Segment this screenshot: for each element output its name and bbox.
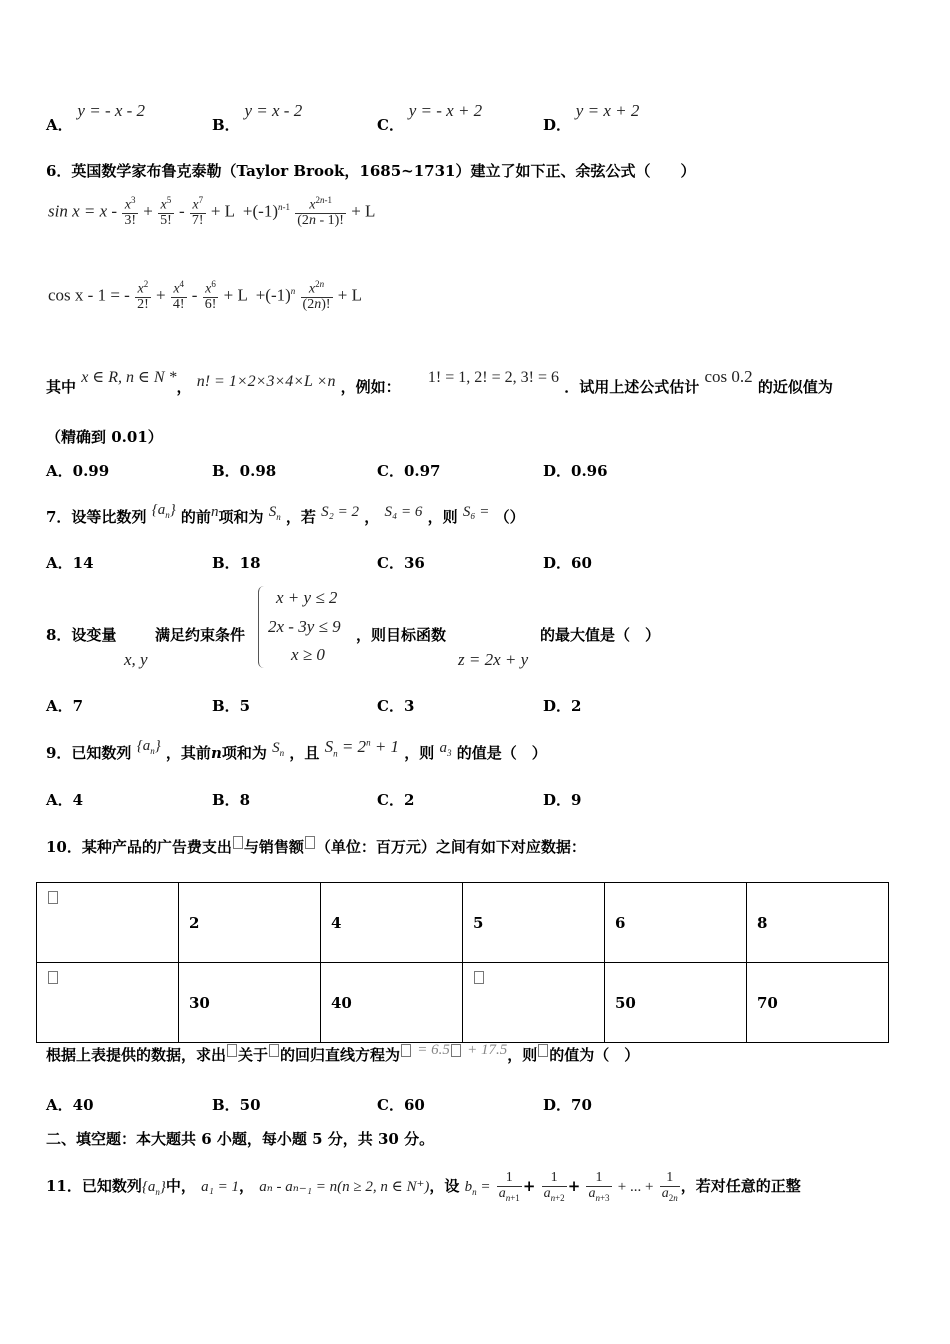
q11-stem: 11．已知数列$\{a_n\}$中， a₁ = 1， aₙ - aₙ₋₁ = n(n ≥ 2, n ∈ N⁺)，设 $b_n$ = $\frac{1}{a_{n+1}}$ + $\frac{1}{a_{n+2}}$ + $\frac{1}{a_{n+3}}$ + ... + $\frac{1}{a_{2n}}$ ，若对任意的正整 [46,1170,801,1203]
missing-glyph-icon [305,836,315,849]
q9-option-b: B．8 [212,791,251,809]
q6-option-a: A．0.99 [46,462,110,480]
q9-option-c: C．2 [377,791,415,809]
q6-cos-formula: cos x - 1 = - $\frac{x^2}{2!}$ + $\frac{x^4}{4!}$ - $\frac{x^6}{6!}$ + $L +(-1)^n$ $\frac{x^{2n}}{(2n)!}$ + L [48,279,363,313]
q9-option-d: D．9 [543,791,582,809]
q9-option-a: A．4 [46,791,84,809]
q10-option-d: D．70 [543,1096,592,1114]
q7-option-d: D．60 [543,554,592,572]
q5-option-a: A． y = - x - 2 [46,101,146,134]
table-cell: 50 [605,963,747,1043]
q10-stem: 10．某种产品的广告费支出 与销售额 （单位：百万元）之间有如下对应数据： [46,838,586,856]
table-cell: 8 [747,883,889,963]
table-row [37,963,889,1043]
q8-text-1: 8．设变量 [46,626,117,644]
q8-option-a: A．7 [46,697,84,715]
missing-glyph-icon [451,1044,461,1057]
q5-option-d: D． y = x + 2 [543,101,640,134]
missing-glyph-icon [538,1044,548,1057]
missing-glyph-icon [48,971,58,984]
missing-glyph-icon [233,836,243,849]
missing-glyph-icon [401,1044,411,1057]
q8-text-3: ，则目标函数 [356,626,447,644]
q10-data-table [36,882,889,1043]
q8-constraint-3: x ≥ 0 [291,645,325,664]
q8-brace [258,586,267,668]
q5-option-c: C． y = - x + 2 [377,101,483,134]
q9-stem: 9．已知数列 $\{a_n\}$ ，其前n项和为 $S_n$ ，且 $S_n = 2^n + 1$ ，则 $a_3$ 的值是（ ） [46,737,547,762]
q5-option-b-formula: y = x - 2 [244,101,303,120]
table-cell: 4 [321,883,463,963]
q8-vars: x, y [124,650,148,669]
table-cell: 5 [463,883,605,963]
q8-constraint-2: 2x - 3y ≤ 9 [268,617,341,636]
q5-option-c-formula: y = - x + 2 [408,101,483,120]
q6-option-c: C．0.97 [377,462,441,480]
q6-option-b: B．0.98 [212,462,277,480]
q6-condition-line: 其中 x ∈ R, n ∈ N *， n! = 1×2×3×4×L ×n ，例如： 1! = 1, 2! = 2, 3! = 6 ．试用上述公式估计 cos 0.2 的近似值为 [46,367,833,396]
missing-glyph-icon [269,1044,279,1057]
q8-option-d: D．2 [543,697,582,715]
q7-stem: 7．设等比数列 $\{a_n\}$ 的前n项和为 $S_n$ ，若 S₂ = 2 ， S₄ = 6 ，则 S₆ = （） [46,502,525,526]
table-header-x [37,883,179,963]
q10-option-b: B．50 [212,1096,261,1114]
table-cell: 6 [605,883,747,963]
q5-option-d-formula: y = x + 2 [575,101,640,120]
q10-regression-line: 根据上表提供的数据，求出 关于 的回归直线方程为 = 6.5 + 17.5，则 的值为（ ） [46,1042,640,1064]
table-row [37,883,889,963]
q8-text-4: 的最大值是（ ） [540,626,661,644]
q6-stem: 6．英国数学家布鲁克泰勒（Taylor Brook，1685~1731）建立了如下正、余弦公式（ ） [46,162,696,180]
q5-option-b: B． y = x - 2 [212,101,303,134]
table-cell: 70 [747,963,889,1043]
table-cell: 30 [179,963,321,1043]
table-cell: 40 [321,963,463,1043]
q8-option-c: C．3 [377,697,415,715]
q7-option-a: A．14 [46,554,94,572]
q8-objective: z = 2x + y [458,650,529,669]
table-cell-unknown [463,963,605,1043]
q10-option-a: A．40 [46,1096,94,1114]
q6-sin-formula: sin x = x - $\frac{x^3}{3!}$ + $\frac{x^5}{5!}$ - $\frac{x^7}{7!}$ + $L +(-1)^{n-1}$ $\frac{x^{2n-1}}{(2n - 1)!}$ + L [48,195,376,229]
q8-option-b: B．5 [212,697,251,715]
q10-option-c: C．60 [377,1096,425,1114]
missing-glyph-icon [48,891,58,904]
q6-precision-note: （精确到 0.01） [46,428,163,446]
q8-constraint-1: x + y ≤ 2 [276,588,338,607]
missing-glyph-icon [474,971,484,984]
missing-glyph-icon [227,1044,237,1057]
table-cell: 2 [179,883,321,963]
q5-option-a-formula: y = - x - 2 [77,101,146,120]
q8-text-2: 满足约束条件 [155,626,246,644]
table-header-y [37,963,179,1043]
q7-option-c: C．36 [377,554,425,572]
q7-option-b: B．18 [212,554,261,572]
q6-option-d: D．0.96 [543,462,608,480]
section-heading-fill-in: 二、填空题：本大题共 6 小题，每小题 5 分，共 30 分。 [46,1130,435,1148]
